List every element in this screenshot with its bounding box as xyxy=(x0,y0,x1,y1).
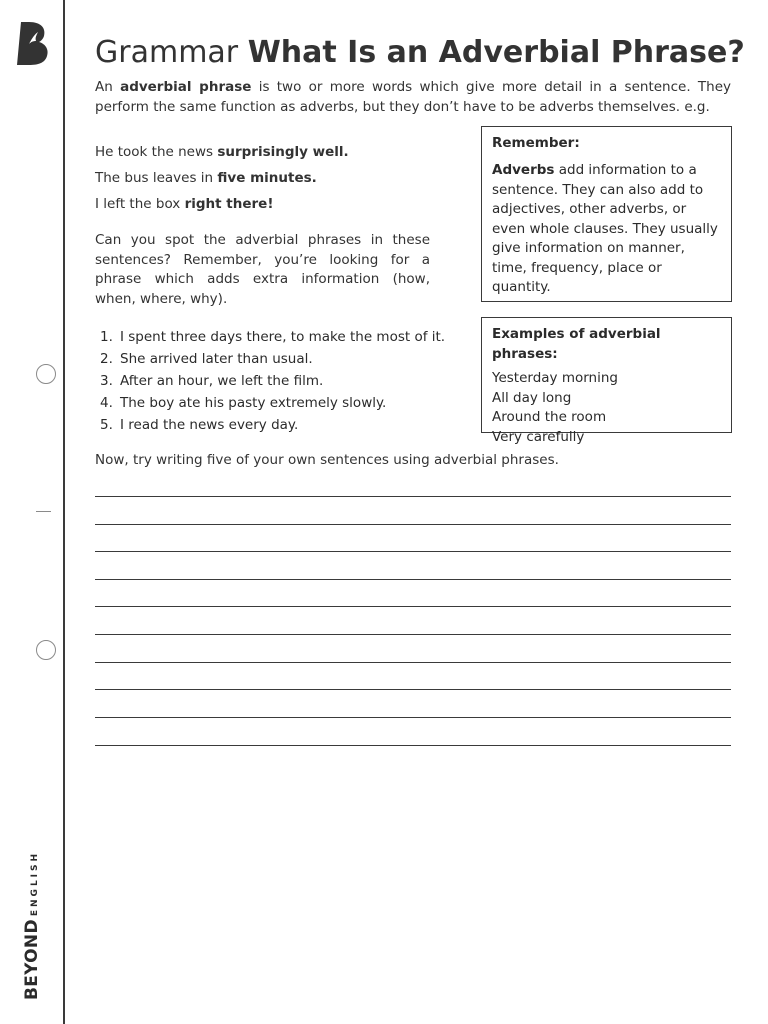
remember-box-title: Remember: xyxy=(492,135,580,151)
item-text: The boy ate his pasty extremely slowly. xyxy=(120,395,387,411)
writing-line[interactable] xyxy=(95,662,731,663)
page-title xyxy=(95,33,745,73)
examples-list xyxy=(492,369,721,447)
remember-box-text xyxy=(492,161,721,298)
spot-instructions: Can you spot the adverbial phrases in these sentences? Remember, you’re looking for a phrase which adds extra information (how, when, where, why). xyxy=(95,232,430,307)
list-item xyxy=(95,370,445,392)
intro-text-1: An xyxy=(95,79,121,95)
title-main: What Is an Adverbial Phrase? xyxy=(247,35,745,70)
example-phrase: five minutes. xyxy=(217,170,317,186)
intro-text-2: is two or more words which give more detail in a sentence. They perform the same function as adverbs, but they don’t have to be adverbs themselves. e.g. xyxy=(95,79,731,115)
example-sentence xyxy=(95,195,273,215)
item-text: I spent three days there, to make the most of it. xyxy=(120,329,446,345)
item-number: 1. xyxy=(100,329,113,345)
margin-line xyxy=(63,0,65,1024)
list-item: Around the room xyxy=(492,409,607,425)
example-phrase: surprisingly well. xyxy=(217,144,349,160)
brand-word-beyond: BEYOND xyxy=(22,919,42,1000)
example-sentence xyxy=(95,169,317,189)
item-number: 2. xyxy=(100,351,113,367)
item-text: I read the news every day. xyxy=(120,417,299,433)
list-item: Yesterday morning xyxy=(492,370,618,386)
writing-line[interactable] xyxy=(95,606,731,607)
remember-body: add information to a sentence. They can also add to adjectives, other adverbs, or even whole clauses. They usually give information on manner, time, frequency, place or quantity. xyxy=(492,162,718,295)
item-number: 5. xyxy=(100,417,113,433)
binder-hole-top xyxy=(36,364,56,384)
brand-word-english: ENGLISH xyxy=(30,850,40,917)
example-phrase: right there! xyxy=(184,196,274,212)
list-item xyxy=(95,348,445,370)
intro-paragraph xyxy=(95,78,731,117)
list-item xyxy=(95,414,445,436)
list-item: Very carefully xyxy=(492,428,585,445)
list-item xyxy=(95,326,445,348)
title-prefix: Grammar xyxy=(95,35,239,70)
item-text: After an hour, we left the film. xyxy=(120,373,324,389)
item-number: 4. xyxy=(100,395,113,411)
question-list xyxy=(95,326,445,436)
writing-line[interactable] xyxy=(95,717,731,718)
examples-box-title: Examples of adverbial phrases: xyxy=(492,326,661,362)
writing-line[interactable] xyxy=(95,496,731,497)
brand-wordmark xyxy=(22,851,42,1000)
binder-hole-bottom xyxy=(36,640,56,660)
list-item xyxy=(95,392,445,414)
writing-line[interactable] xyxy=(95,634,731,635)
example-text: The bus leaves in xyxy=(95,170,218,186)
examples-box xyxy=(481,317,732,445)
list-item: All day long xyxy=(492,389,572,406)
writing-prompt: Now, try writing five of your own sentences using adverbial phrases. xyxy=(95,452,559,468)
example-text: He took the news xyxy=(95,144,218,160)
remember-bold-term: Adverbs xyxy=(492,162,555,178)
writing-line[interactable] xyxy=(95,689,731,690)
writing-line[interactable] xyxy=(95,551,731,552)
item-number: 3. xyxy=(100,373,113,389)
writing-line[interactable] xyxy=(95,745,731,746)
item-text: She arrived later than usual. xyxy=(120,351,313,367)
example-sentence xyxy=(95,143,349,163)
remember-box xyxy=(481,126,732,302)
writing-line[interactable] xyxy=(95,524,731,525)
fold-mark xyxy=(36,511,51,512)
writing-line[interactable] xyxy=(95,579,731,580)
intro-bold-term: adverbial phrase xyxy=(120,79,252,95)
beyond-b-logo-icon xyxy=(15,20,51,66)
example-text: I left the box xyxy=(95,196,185,212)
